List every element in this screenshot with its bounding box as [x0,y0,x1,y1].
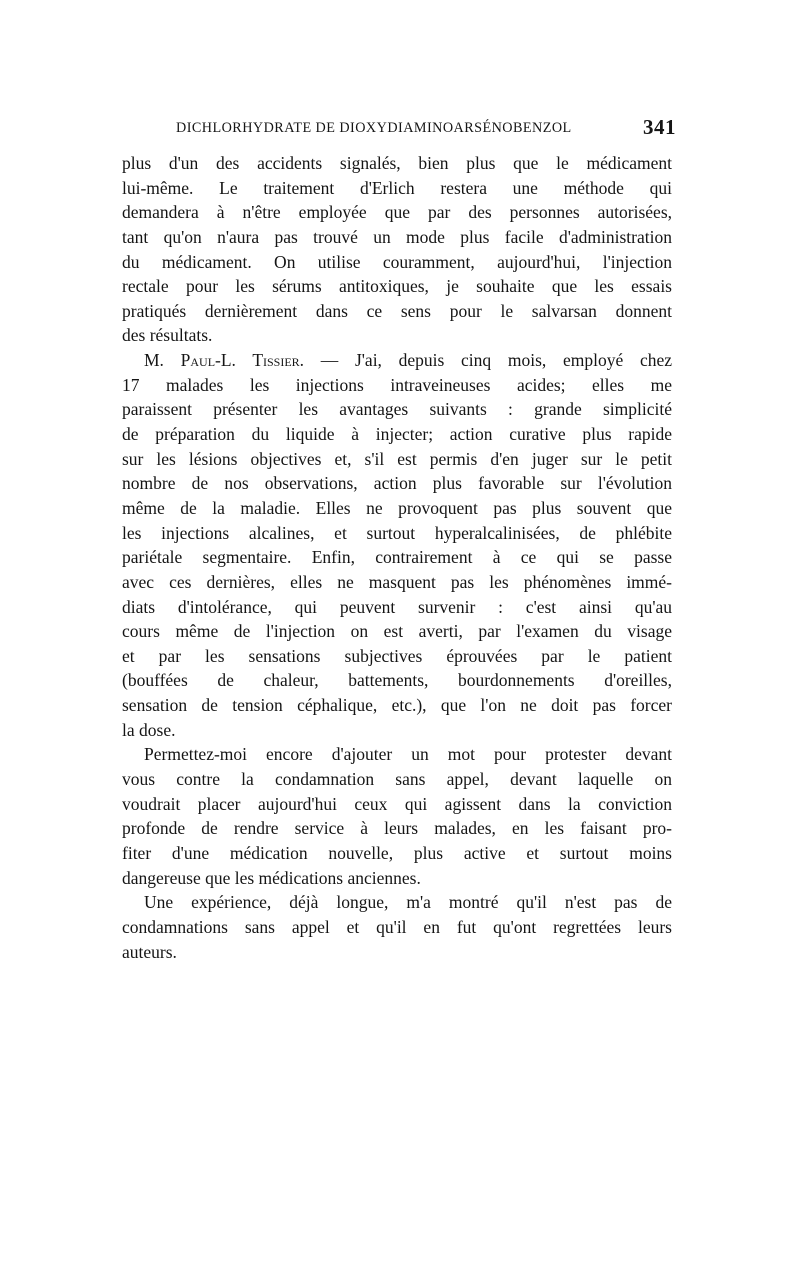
text-line: sensation de tension céphalique, etc.), que l'on ne doit pas forcer [122,695,672,716]
text-line: diats d'intolérance, qui peuvent survenir : c'est ainsi qu'au [122,596,672,617]
text-line: sur les lésions objectives et, s'il est permis d'en juger sur le petit [122,448,672,469]
text-line: plus d'un des accidents signalés, bien plus que le médicament [122,153,672,173]
speaker-name: M. Paul-L. Tissier. [144,350,305,371]
text-line: la dose. [122,719,176,740]
paragraph-3 [122,742,672,890]
text-line: fiter d'une médication nouvelle, plus active et surtout moins [122,842,672,863]
text-line: demandera à n'être employée que par des personnes autorisées, [122,202,672,223]
text-line: (bouffées de chaleur, battements, bourdonnements d'oreilles, [122,670,672,691]
text-line: Une expérience, déjà longue, m'a montré qu'il n'est pas de [144,892,672,913]
paragraph-4 [122,890,672,964]
text-line: et par les sensations subjectives éprouvées par le patient [122,645,672,666]
text-line: tant qu'on n'aura pas trouvé un mode plus facile d'administration [122,226,672,247]
text-line: du médicament. On utilise couramment, aujourd'hui, l'injection [122,251,672,272]
text-line: condamnations sans appel et qu'il en fut qu'ont regrettées leurs [122,916,672,937]
text-line: voudrait placer aujourd'hui ceux qui agissent dans la conviction [122,793,672,814]
text-line: des résultats. [122,325,213,346]
page-number: 341 [643,115,676,139]
text-line: vous contre la condamnation sans appel, devant laquelle on [122,769,672,790]
text-line: cours même de l'injection on est averti, par l'examen du visage [122,621,672,642]
text-line: les injections alcalines, et surtout hyperalcalinisées, de phlébite [122,522,672,543]
text-line: même de la maladie. Elles ne provoquent pas plus souvent que [122,497,672,518]
running-head [176,117,676,141]
text-line: nombre de nos observations, action plus favorable sur l'évolution [122,473,672,494]
text-line: Permettez-moi encore d'ajouter un mot pour protester devant [144,744,672,765]
text-line: profonde de rendre service à leurs malades, en les faisant pro- [122,818,672,839]
text-line: 17 malades les injections intraveineuses acides; elles me [122,374,672,395]
text-line-content: — J'ai, depuis cinq mois, employé chez [304,350,672,371]
text-line: lui-même. Le traitement d'Erlich restera une méthode qui [122,177,672,198]
text-line: dangereuse que les médications anciennes. [122,867,421,888]
text-line: avec ces dernières, elles ne masquent pas les phénomènes immé- [122,571,672,592]
text-line: paraissent présenter les avantages suivants : grande simplicité [122,399,672,420]
body-text [122,151,672,964]
text-line: auteurs. [122,941,177,962]
paragraph-2 [122,348,672,742]
text-line: de préparation du liquide à injecter; action curative plus rapide [122,424,672,445]
text-line: rectale pour les sérums antitoxiques, je souhaite que les essais [122,276,672,297]
paragraph-1 [122,151,672,348]
text-line [122,348,672,373]
running-title: DICHLORHYDRATE DE DIOXYDIAMINOARSÉNOBENZOL [176,120,572,136]
text-line: pratiqués dernièrement dans ce sens pour le salvarsan donnent [122,300,672,321]
text-line: pariétale segmentaire. Enfin, contrairement à ce qui se passe [122,547,672,568]
